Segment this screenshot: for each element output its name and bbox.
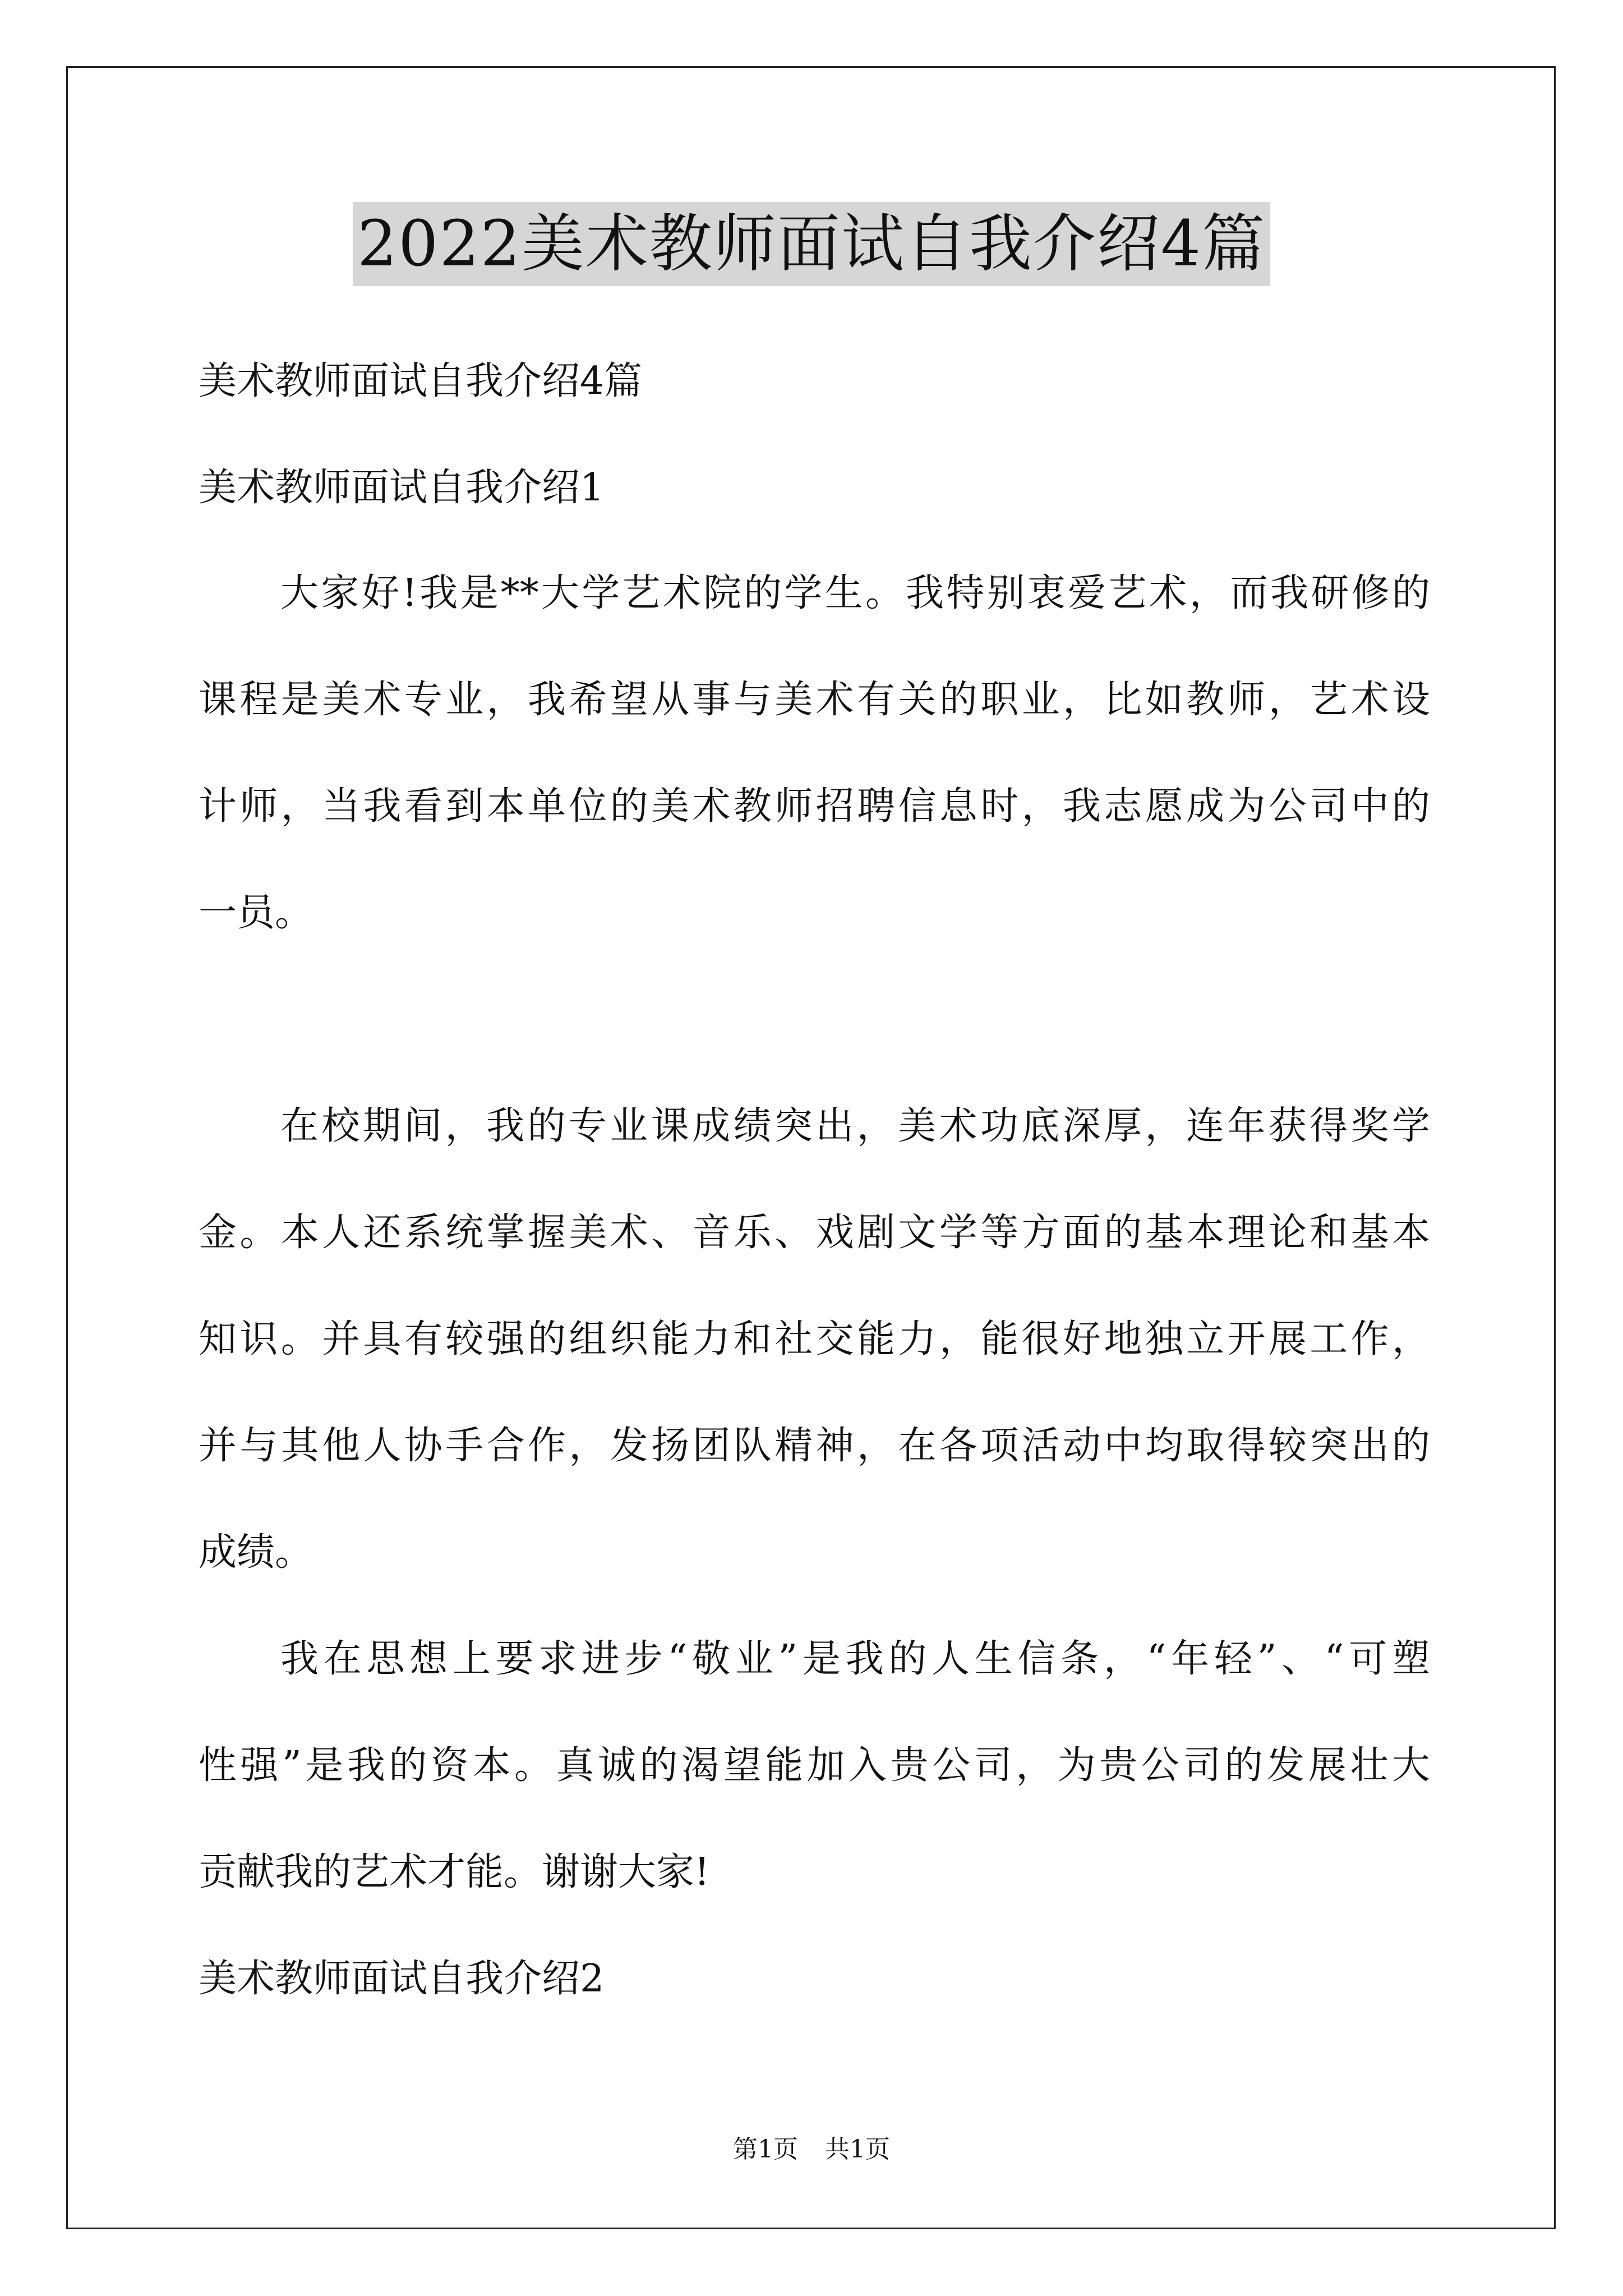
page-footer	[0, 2133, 1623, 2166]
section-heading-1: 美术教师面试自我介绍1	[199, 466, 605, 510]
paragraph-1-line-1: 大家好!我是**大学艺术院的学生。我特别衷爱艺术，而我研修的	[280, 571, 1430, 615]
paragraph-1-line-2: 课程是美术专业，我希望从事与美术有关的职业，比如教师，艺术设	[199, 678, 1430, 722]
paragraph-2-line-3: 知识。并具有较强的组织能力和社交能力，能很好地独立开展工作，	[199, 1317, 1430, 1361]
paragraph-2-line-2: 金。本人还系统掌握美术、音乐、戏剧文学等方面的基本理论和基本	[199, 1211, 1430, 1255]
page-number-total: 共1页	[825, 2135, 890, 2164]
page-number-current: 第1页	[733, 2135, 798, 2164]
section-heading-2: 美术教师面试自我介绍2	[199, 1957, 605, 2001]
paragraph-3-line-2: 性强”是我的资本。真诚的渴望能加入贵公司，为贵公司的发展壮大	[199, 1743, 1430, 1788]
paragraph-3-line-3: 贡献我的艺术才能。谢谢大家!	[199, 1850, 710, 1894]
title-container	[0, 202, 1623, 286]
paragraph-2-line-5: 成绩。	[199, 1530, 313, 1575]
paragraph-2-line-1: 在校期间，我的专业课成绩突出，美术功底深厚，连年获得奖学	[280, 1104, 1430, 1148]
paragraph-1-line-4: 一员。	[199, 891, 313, 935]
document-title: 2022美术教师面试自我介绍4篇	[353, 202, 1270, 286]
document-subtitle: 美术教师面试自我介绍4篇	[199, 359, 643, 403]
paragraph-1-line-3: 计师，当我看到本单位的美术教师招聘信息时，我志愿成为公司中的	[199, 784, 1430, 829]
paragraph-2-line-4: 并与其他人协手合作，发扬团队精神，在各项活动中均取得较突出的	[199, 1424, 1430, 1468]
paragraph-3-line-1: 我在思想上要求进步“敬业”是我的人生信条，“年轻”、“可塑	[280, 1637, 1430, 1681]
